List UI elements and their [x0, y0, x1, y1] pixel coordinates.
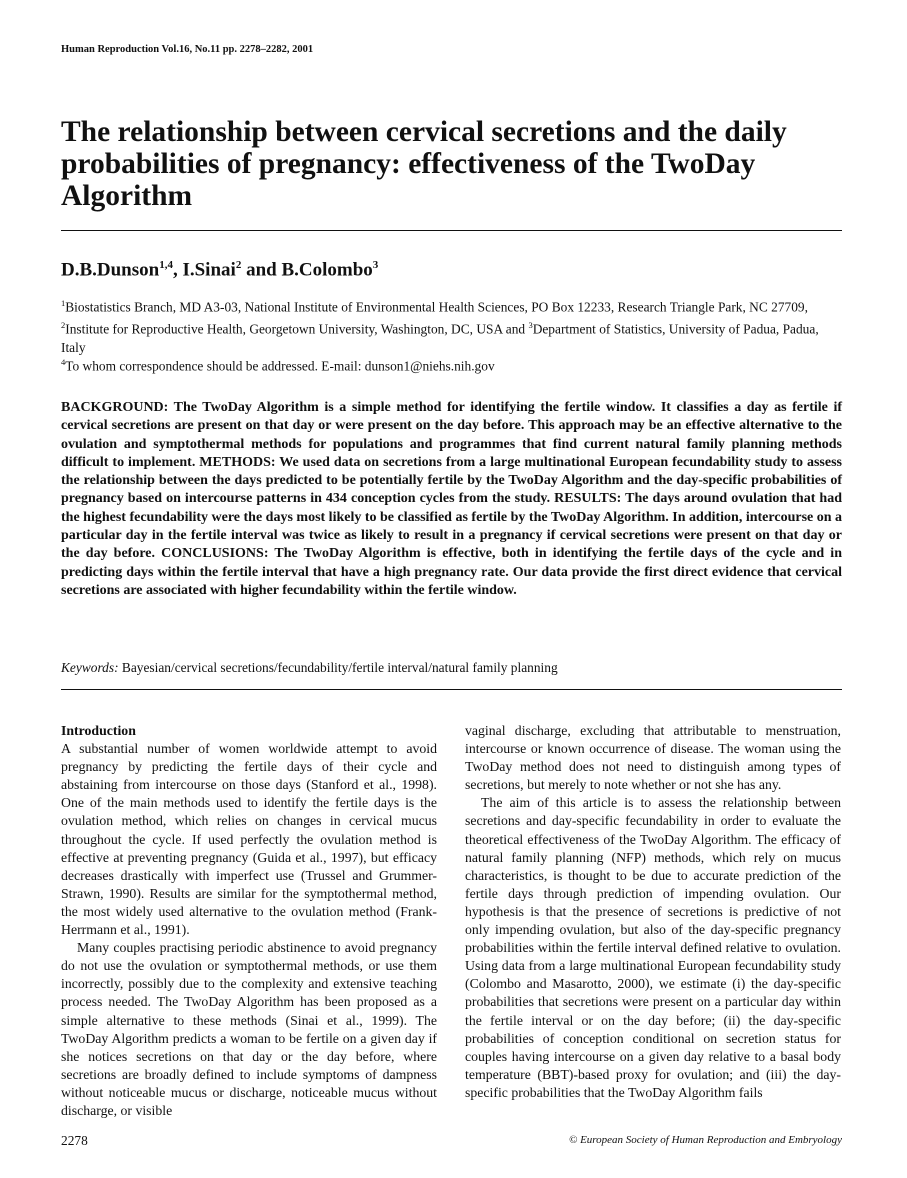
article-title: The relationship between cervical secretions and the daily probabilities of pregnancy: effectiveness of the TwoDay Algorithm [61, 116, 787, 212]
section-heading-introduction: Introduction [61, 723, 136, 738]
author-affiliation-mark: 3 [372, 259, 379, 271]
correspondence-note [61, 357, 495, 374]
correspondence-text: To whom correspondence should be addressed. E-mail: dunson1@niehs.nih.gov [65, 358, 495, 374]
author-name: D.B.Dunson [61, 259, 160, 281]
copyright-notice: © European Society of Human Reproduction and Embryology [568, 1134, 842, 1146]
abstract: BACKGROUND: The TwoDay Algorithm is a simple method for identifying the fertile window. It classifies a day as fertile if cervical secretions are present on that day or were present on the day before. This approach may be an effective alternative to the ovulation and symptothermal methods for populations and programmes that find current natural family planning methods difficult to implement. METHODS: We used data on secretions from a large multinational European fecundability study to assess the relationship between the days predicted to be potentially fertile by the TwoDay Algorithm and the day-specific probabilities of pregnancy based on intercourse patterns in 434 conception cycles from the study. RESULTS: The days around ovulation that had the highest fecundability were the days most likely to be classified as fertile by the TwoDay Algorithm. In addition, intercourse on a particular day in the fertile interval was twice as likely to result in a pregnancy if cervical secretions were present on that day or the day before. CONCLUSIONS: The TwoDay Algorithm is effective, both in identifying the fertile days of the cycle and in predicting days within the fertile interval that have a high pregnancy rate. Our data provide the first direct evidence that cervical secretions are associated with higher fecundability within the fertile window. [61, 400, 843, 598]
right-column [465, 722, 841, 1102]
body-paragraph: A substantial number of women worldwide attempt to avoid pregnancy by predicting the fertile days of their cycle and abstaining from intercourse on those days (Stanford et al., 1998). One of the main methods used to identify the fertile days is the ovulation method, which relies on changes in cervical mucus throughout the cycle. If used perfectly the ovulation method is effective at preventing pregnancy (Guida et al., 1997), but efficacy decreases drastically with imperfect use (Trussel and Grummer-Strawn, 1990). Results are similar for the symptothermal method, the most widely used alternative to the ovulation method (Frank-Herrmann et al., 1991). [61, 741, 437, 938]
author-affiliation-mark: 2 [235, 259, 242, 271]
abstract-divider [61, 689, 842, 690]
keywords-text: Bayesian/cervical secretions/fecundability/fertile interval/natural family planning [121, 660, 558, 675]
affiliation-text: Department of Statistics, University of Padua, Padua, Italy [61, 321, 819, 355]
title-divider [61, 230, 842, 231]
body-paragraph: vaginal discharge, excluding that attributable to menstruation, intercourse or known occurrence of disease. The woman using the TwoDay method does not need to distinguish among types of secretions, but merely to note whether or not she has any. [465, 723, 841, 793]
keywords [61, 660, 558, 676]
body-paragraph: Many couples practising periodic abstinence to avoid pregnancy do not use the ovulation or symptothermal methods, or use them incorrectly, possibly due to the complexity and extensive teaching process needed. The TwoDay Algorithm has been proposed as a simple alternative to these methods (Sinai et al., 1999). The TwoDay Algorithm predicts a woman to be fertile on a given day if she notices secretions on that day or the day before, where secretions are broadly defined to include symptoms of dampness without noticeable mucus or discharge, noticeable mucus without discharge, or visible [61, 940, 437, 1118]
author-separator: and [241, 259, 282, 281]
affiliation-text: Biostatistics Branch, MD A3-03, National Institute of Environmental Health Sciences, PO Box 12233, Research Triangle Park, NC 27709, [65, 299, 808, 315]
author-separator: , [172, 259, 183, 281]
journal-citation: Human Reproduction Vol.16, No.11 pp. 2278–2282, 2001 [61, 44, 314, 55]
keywords-label: Keywords: [61, 660, 119, 675]
correspondence-mark: 4 [61, 357, 66, 367]
affiliation-mark: 1 [61, 298, 66, 308]
affiliations [61, 294, 842, 357]
author-list [61, 259, 378, 281]
affiliation-text: Institute for Reproductive Health, Georgetown University, Washington, DC, USA and [65, 321, 529, 337]
affiliation-mark: 2 [61, 320, 66, 331]
affiliation-mark: 3 [528, 320, 533, 331]
author-affiliation-mark: 1,4 [159, 259, 173, 271]
body-paragraph: The aim of this article is to assess the relationship between secretions and day-specific fecundability in order to evaluate the theoretical effectiveness of the TwoDay Algorithm. The efficacy of natural family planning (NFP) methods, which rely on mucus characteristics, is thought to be due to accurate prediction of the fertile days through prediction of impending ovulation. Our hypothesis is that the presence of secretions is predictive of not only impending ovulation, but also of the day-specific pregnancy probabilities within the fertile interval defined relative to ovulation. Using data from a large multinational European fecundability study (Colombo and Masarotto, 2000), we estimate (i) the day-specific probabilities that secretions were present on a particular day within the fertile interval or on the day before; (ii) the day-specific probabilities of conception conditional on secretion status for couples having intercourse on a given day relative to a basal body temperature (BBT)-based proxy for ovulation; and (iii) the day-specific probabilities that the TwoDay Algorithm fails [465, 795, 841, 1100]
left-column [61, 722, 437, 1120]
author-name: I.Sinai [182, 259, 236, 281]
page-number: 2278 [61, 1133, 88, 1148]
author-name: B.Colombo [281, 259, 373, 281]
